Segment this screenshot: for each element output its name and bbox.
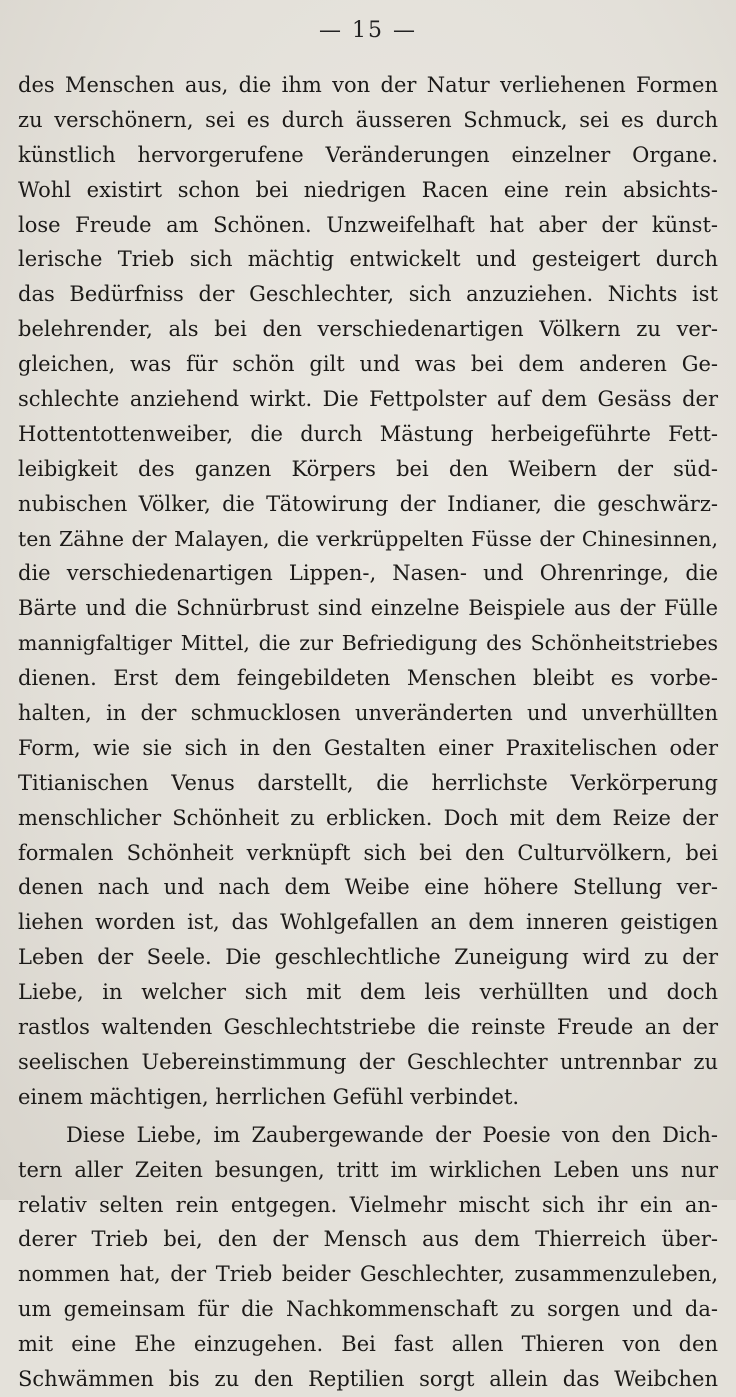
text-line: Liebe, in welcher sich mit dem leis verhüllten und doch <box>18 980 718 1005</box>
text-line: menschlicher Schönheit zu erblicken. Doch mit dem Reize der <box>18 805 718 830</box>
paragraph <box>18 68 718 1115</box>
text-line: halten, in der schmucklosen unveränderten und unverhüllten <box>18 701 718 726</box>
text-line: einem mächtigen, herrlichen Gefühl verbindet. <box>18 1084 520 1109</box>
text-line: formalen Schönheit verknüpft sich bei den Culturvölkern, bei <box>18 840 718 865</box>
text-line: nommen hat, der Trieb beider Geschlechter, zusammenzuleben, <box>18 1262 718 1287</box>
text-line: Form, wie sie sich in den Gestalten einer Praxitelischen oder <box>18 735 718 760</box>
text-line: gleichen, was für schön gilt und was bei dem anderen Ge- <box>18 352 718 377</box>
text-line: Leben der Seele. Die geschlechtliche Zuneigung wird zu der <box>18 945 718 970</box>
text-line: relativ selten rein entgegen. Vielmehr mischt sich ihr ein an- <box>18 1192 718 1217</box>
text-line: leibigkeit des ganzen Körpers bei den Weibern der süd- <box>18 456 718 481</box>
text-line: liehen worden ist, das Wohlgefallen an dem inneren geistigen <box>18 910 718 935</box>
text-line: um gemeinsam für die Nachkommenschaft zu sorgen und da- <box>18 1297 718 1322</box>
text-line: derer Trieb bei, den der Mensch aus dem Thierreich über- <box>18 1227 718 1252</box>
body-text <box>18 68 718 1397</box>
text-line: schlechte anziehend wirkt. Die Fettpolster auf dem Gesäss der <box>18 387 718 412</box>
page-number: — 15 — <box>319 18 417 43</box>
text-line: mannigfaltiger Mittel, die zur Befriedigung des Schönheitstriebes <box>18 631 718 656</box>
text-line: lerische Trieb sich mächtig entwickelt und gesteigert durch <box>18 247 718 272</box>
text-line: denen nach und nach dem Weibe eine höhere Stellung ver- <box>18 875 718 900</box>
text-line: die verschiedenartigen Lippen-, Nasen- und Ohrenringe, die <box>18 561 718 586</box>
text-line: nubischen Völker, die Tätowirung der Indianer, die geschwärz- <box>18 491 718 516</box>
text-line: rastlos waltenden Geschlechtstriebe die reinste Freude an der <box>18 1015 718 1040</box>
text-line: mit eine Ehe einzugehen. Bei fast allen Thieren von den <box>18 1332 718 1357</box>
text-line: Schwämmen bis zu den Reptilien sorgt allein das Weibchen <box>18 1366 718 1391</box>
text-line: belehrender, als bei den verschiedenartigen Völkern zu ver- <box>18 317 718 342</box>
text-line: Bärte und die Schnürbrust sind einzelne Beispiele aus der Fülle <box>18 596 718 621</box>
paragraph <box>18 1118 718 1397</box>
text-line: Wohl existirt schon bei niedrigen Racen eine rein absichts- <box>18 177 718 202</box>
text-line: Titianischen Venus darstellt, die herrlichste Verkörperung <box>18 770 718 795</box>
text-line: zu verschönern, sei es durch äusseren Schmuck, sei es durch <box>18 107 718 132</box>
text-line: Hottentottenweiber, die durch Mästung herbeigeführte Fett- <box>18 421 718 446</box>
text-line: tern aller Zeiten besungen, tritt im wirklichen Leben uns nur <box>18 1157 718 1182</box>
text-line: ten Zähne der Malayen, die verkrüppelten Füsse der Chinesinnen, <box>18 526 718 551</box>
text-line: des Menschen aus, die ihm von der Natur verliehenen Formen <box>18 73 718 97</box>
text-line: lose Freude am Schönen. Unzweifelhaft hat aber der künst- <box>18 212 718 237</box>
text-line: dienen. Erst dem feingebildeten Menschen bleibt es vorbe- <box>18 666 718 691</box>
text-line: künstlich hervorgerufene Veränderungen einzelner Organe. <box>18 142 718 167</box>
text-line: seelischen Uebereinstimmung der Geschlechter untrennbar zu <box>18 1049 718 1074</box>
text-line: Diese Liebe, im Zaubergewande der Poesie von den Dich- <box>66 1122 718 1147</box>
text-line: das Bedürfniss der Geschlechter, sich anzuziehen. Nichts ist <box>18 282 718 307</box>
